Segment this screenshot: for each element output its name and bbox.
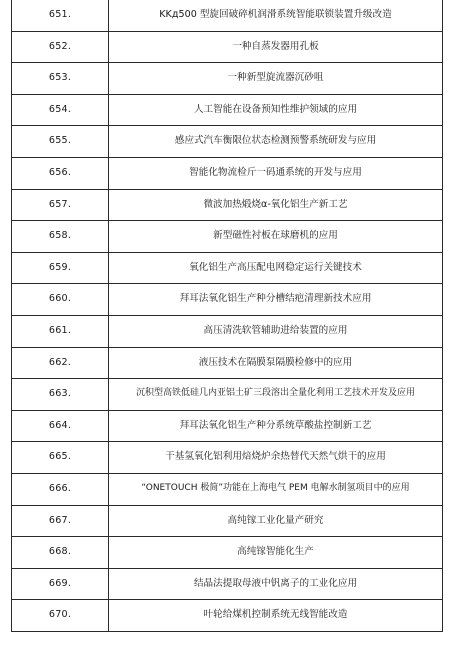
table-row	[12, 284, 443, 316]
row-number: 655.	[12, 126, 109, 158]
project-title: 高纯镓工业化量产研究	[109, 505, 443, 537]
table-row	[12, 442, 443, 474]
table-body	[12, 0, 443, 631]
table-row	[12, 31, 443, 63]
row-number: 668.	[12, 537, 109, 569]
project-title: 高纯镓智能化生产	[109, 537, 443, 569]
project-title: 拜耳法氧化铝生产种分系统草酸盐控制新工艺	[109, 410, 443, 442]
table-row	[12, 0, 443, 31]
project-title: 一种自蒸发器用孔板	[109, 31, 443, 63]
row-number: 659.	[12, 252, 109, 284]
project-title: “ONETOUCH 极简”功能在上海电气 PEM 电解水制氢项目中的应用	[109, 473, 443, 505]
row-number: 664.	[12, 410, 109, 442]
row-number: 662.	[12, 347, 109, 379]
project-title: 液压技术在隔膜泵隔膜检修中的应用	[109, 347, 443, 379]
project-title: 感应式汽车衡限位状态检测预警系统研发与应用	[109, 126, 443, 158]
table-row	[12, 221, 443, 253]
row-number: 651.	[12, 0, 109, 31]
project-title: 新型磁性衬板在球磨机的应用	[109, 221, 443, 253]
project-title: 叶轮给煤机控制系统无线智能改造	[109, 600, 443, 632]
project-title: 沉积型高铁低硅几内亚铝土矿三段溶出全量化利用工艺技术开发及应用	[109, 379, 443, 411]
table-row	[12, 410, 443, 442]
table-row	[12, 537, 443, 569]
row-number: 658.	[12, 221, 109, 253]
project-title: 氧化铝生产高压配电网稳定运行关键技术	[109, 252, 443, 284]
row-number: 669.	[12, 568, 109, 600]
row-number: 666.	[12, 473, 109, 505]
table-row	[12, 505, 443, 537]
table-row	[12, 473, 443, 505]
row-number: 653.	[12, 63, 109, 95]
row-number: 657.	[12, 189, 109, 221]
project-title: 拜耳法氧化铝生产种分槽结疤清理新技术应用	[109, 284, 443, 316]
table-row	[12, 157, 443, 189]
row-number: 656.	[12, 157, 109, 189]
project-title: 微波加热煅烧α-氧化铝生产新工艺	[109, 189, 443, 221]
row-number: 652.	[12, 31, 109, 63]
project-title: 人工智能在设备预知性维护领域的应用	[109, 94, 443, 126]
table-row	[12, 347, 443, 379]
row-number: 665.	[12, 442, 109, 474]
project-list-table	[11, 0, 443, 632]
project-title: 一种新型旋流器沉砂咀	[109, 63, 443, 95]
table-row	[12, 126, 443, 158]
table-row	[12, 94, 443, 126]
project-title: 高压清洗软管辅助进给装置的应用	[109, 315, 443, 347]
row-number: 670.	[12, 600, 109, 632]
table-row	[12, 600, 443, 632]
project-title: 干基氢氧化铝利用焙烧炉余热替代天然气烘干的应用	[109, 442, 443, 474]
project-title: KKд500 型旋回破碎机润滑系统智能联锁装置升级改造	[109, 0, 443, 31]
table-row	[12, 568, 443, 600]
row-number: 661.	[12, 315, 109, 347]
table-row	[12, 315, 443, 347]
row-number: 663.	[12, 379, 109, 411]
table-row	[12, 252, 443, 284]
project-title: 结晶法提取母液中钒离子的工业化应用	[109, 568, 443, 600]
row-number: 654.	[12, 94, 109, 126]
table-row	[12, 379, 443, 411]
table-row	[12, 189, 443, 221]
table-row	[12, 63, 443, 95]
row-number: 660.	[12, 284, 109, 316]
row-number: 667.	[12, 505, 109, 537]
project-title: 智能化物流检斤一码通系统的开发与应用	[109, 157, 443, 189]
